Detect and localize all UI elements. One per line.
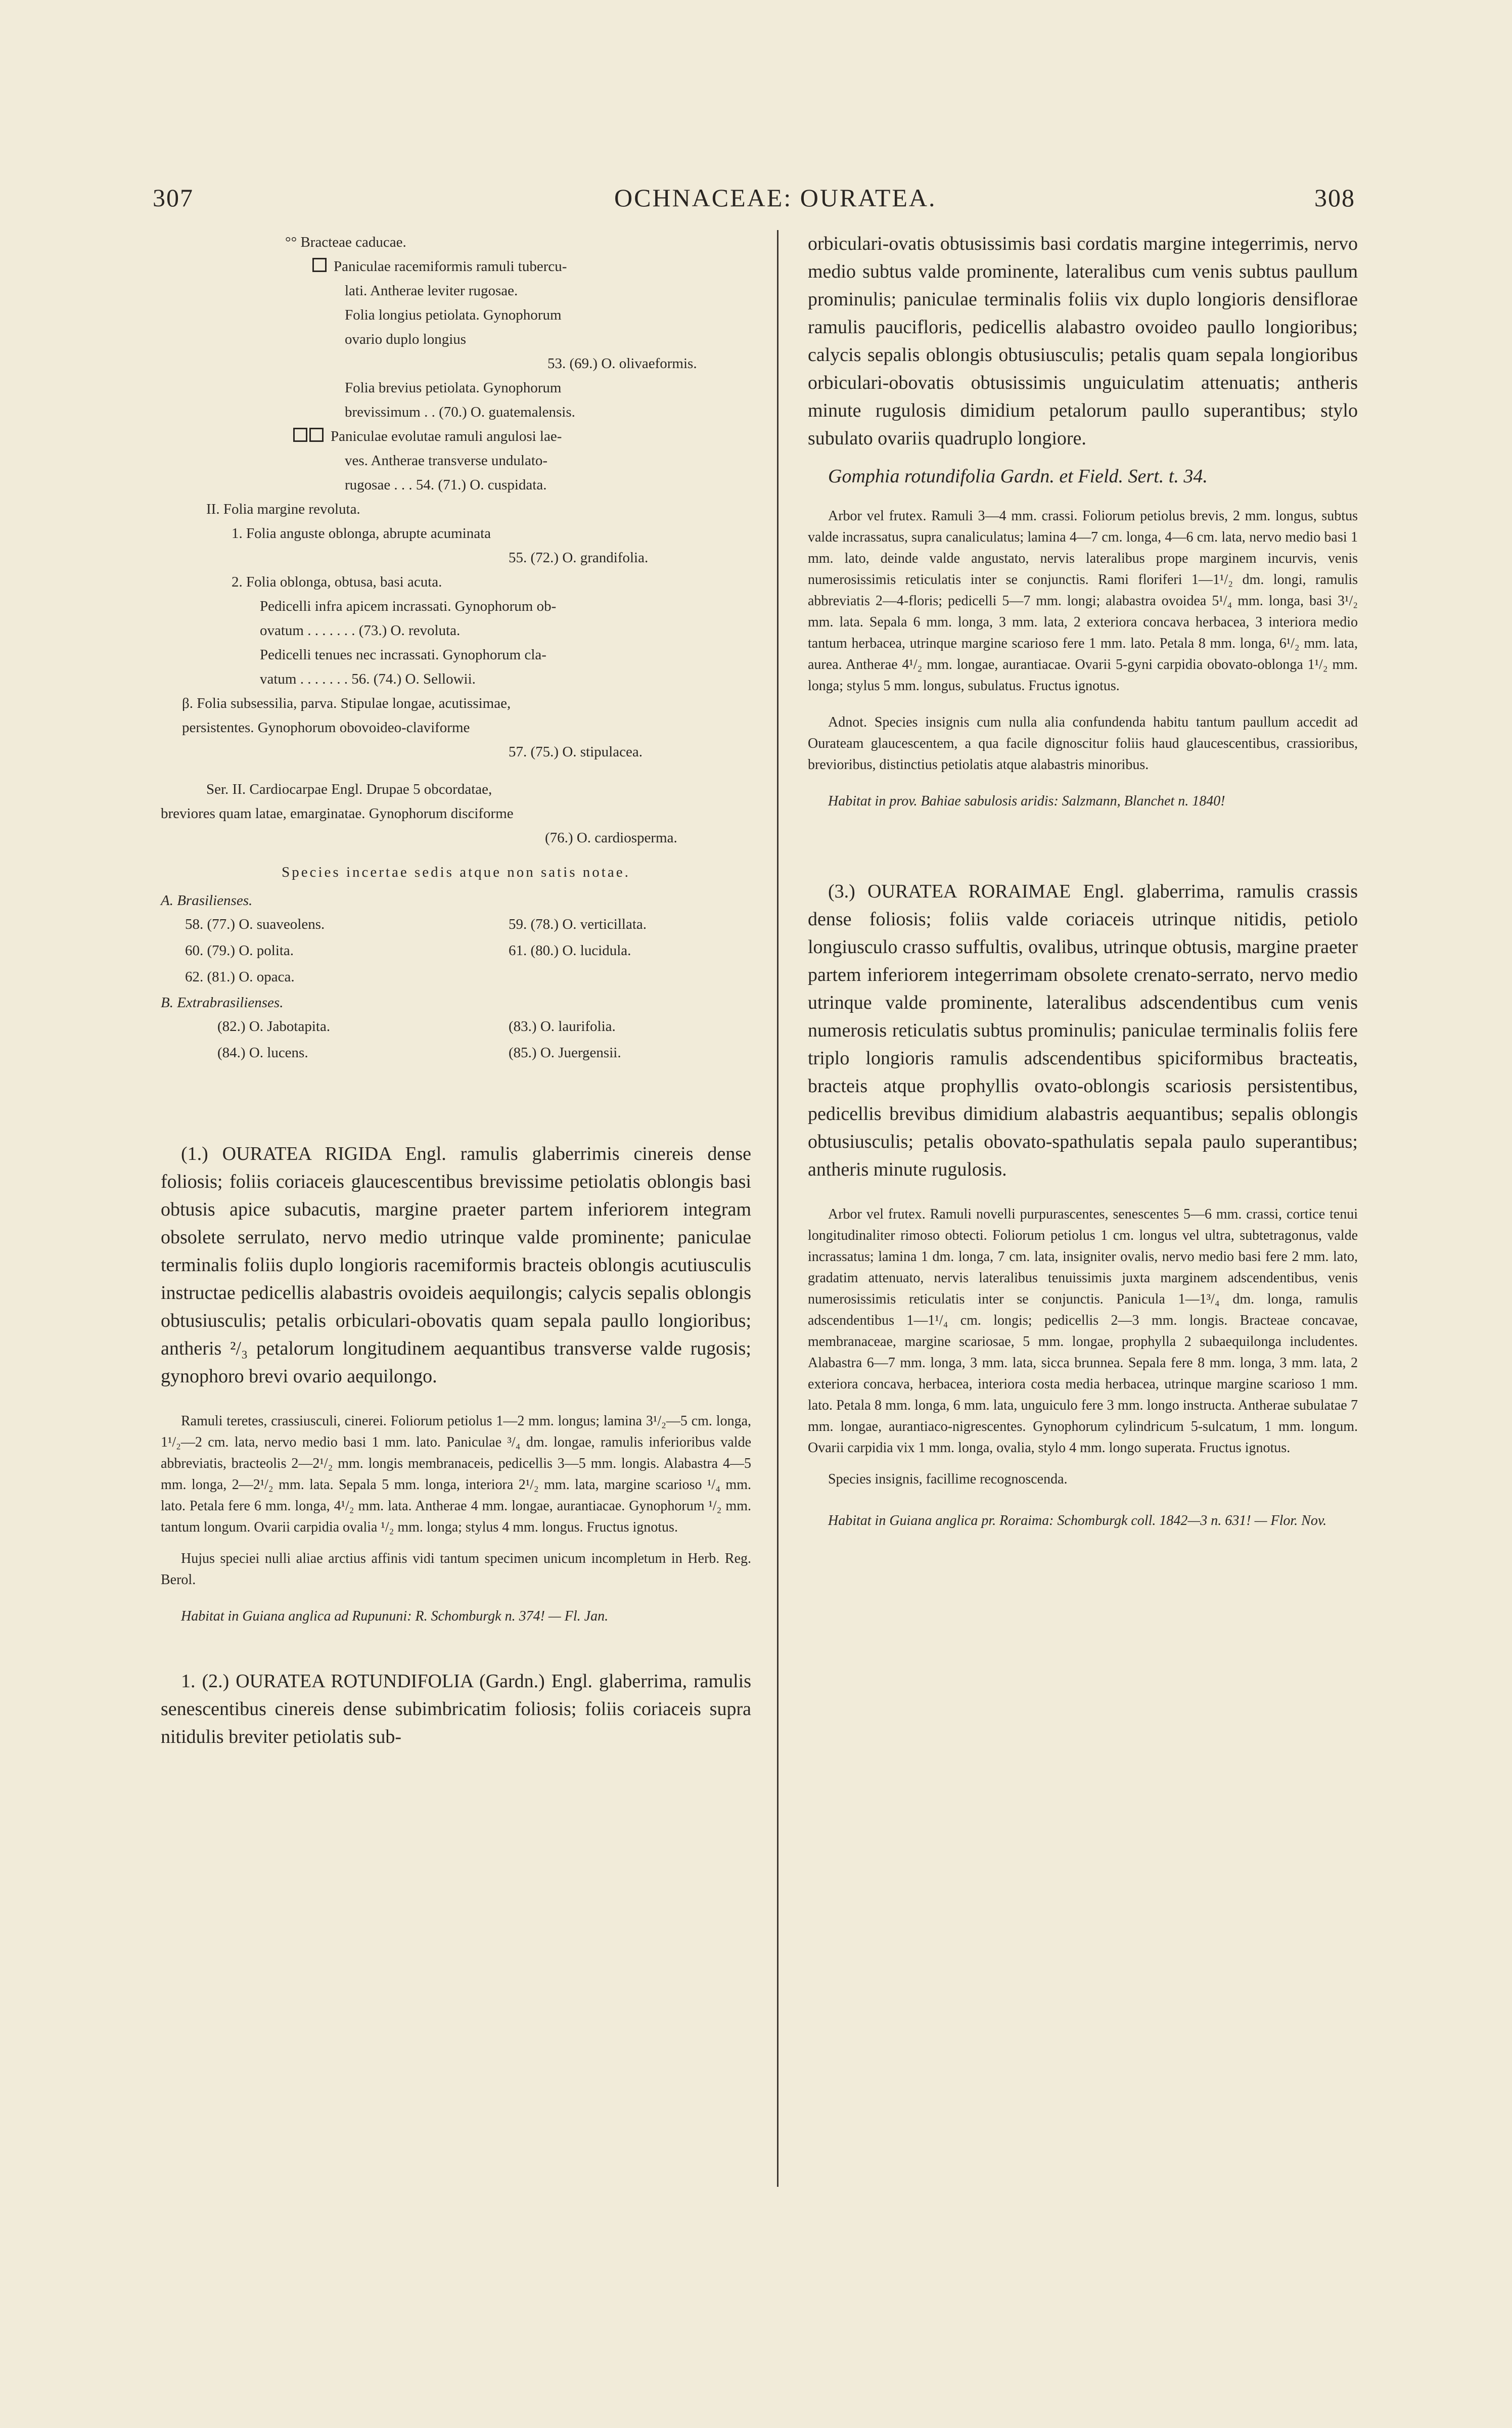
group-a-heading: A. Brasilienses. [161, 892, 253, 909]
key-line: (76.) O. cardiosperma. [545, 830, 677, 846]
right-page-number: 308 [1314, 184, 1355, 212]
species-2-note: Adnot. Species insignis cum nulla alia confundenda habitu tantum paullum accedit ad Ourateam glaucescentem, a qua facile dignoscitur foliis haud glaucescentibus, crassioribus, brevioribus, distinctius petiolatis atque alabastris minoribus. [808, 714, 1358, 773]
key-line: Folia longius petiolata. Gynophorum [345, 307, 562, 323]
column-divider [777, 230, 778, 2187]
key-line: °° Bracteae caducae. [285, 234, 406, 250]
species-1-description: Ramuli teretes, crassiusculi, cinerei. Foliorum petiolus 1—2 mm. longus; lamina 3¹/₂—5 cm. longa, 1¹/₂—2 cm. lata, nervo medio basi 1 mm. lato. Paniculae ³/₄ dm. longae, ramulis inferioribus valde abbreviatis, bracteolis 2—2¹/₂ mm. longis membranaceis, pedicellis 3—5 mm. longis. Alabastra 4—5 mm. longa, 2—2¹/₂ mm. lata. Sepala 5 mm. longa, interiora 2¹/₂ mm. lata, margine scarioso ¹/₄ mm. lato. Petala fere 6 mm. longa, 4¹/₂ mm. lata. Antherae 4 mm. longae, aurantiacae. Gynophorum ¹/₂ mm. tantum longum. Ovarii carpidia ovalia ¹/₂ mm. longa; stylus 4 mm. longus. Fructus ignotus. [161, 1413, 751, 1535]
species-entry: (85.) O. Juergensii. [509, 1045, 621, 1061]
species-3-habitat: Habitat in Guiana anglica pr. Roraima: Schomburgk coll. 1842—3 n. 631! — Flor. Nov. [828, 1513, 1327, 1528]
species-3-diagnosis: (3.) OURATEA RORAIMAE Engl. glaberrima, ramulis crassis dense foliosis; foliis valde coriaceis utrinque nitidis, petiolo longiusculo crasso suffultis, ovalibus, utrinque obtusis, margine praeter partem inferiorem integerrimam obsolete crenato-serrato, nervo medio utrinque valde prominente, lateralibus adscendentibus cum venis numerosis reticulatis subtus prominulis; paniculae terminalis foliis fere triplo longioris ramulis adscendentibus spiciformibus bracteatis, bracteis atque prophyllis ovato-oblongis scariosis persistentibus, pedicellis brevibus dimidium alabastris aequantibus; sepalis oblongis obtusiusculis; petalis obovato-spathulatis sepala paulo superantibus; antheris minute rugulosis. [808, 881, 1358, 1180]
key-line: 55. (72.) O. grandifolia. [509, 550, 649, 566]
key-line: brevissimum . . (70.) O. guatemalensis. [345, 404, 575, 420]
group-b-heading: B. Extrabrasilienses. [161, 995, 284, 1011]
key-line: ves. Antherae transverse undulato- [345, 453, 548, 469]
species-entry: (82.) O. Jabotapita. [217, 1018, 331, 1035]
key-line: Paniculae racemiformis ramuli tubercu- [161, 254, 751, 279]
left-column [161, 230, 751, 1751]
square-marker-icon [312, 258, 327, 272]
species-entry: 61. (80.) O. lucidula. [509, 942, 631, 959]
key-line: Folia brevius petiolata. Gynophorum [345, 380, 562, 396]
key-line: 2. Folia oblonga, obtusa, basi acuta. [232, 574, 442, 590]
species-2-diagnosis-cont: orbiculari-ovatis obtusissimis basi cordatis margine integerrimis, nervo medio subtus valde prominente, lateralibus cum venis subtus paullum prominulis; paniculae terminalis foliis vix duplo longioris densiflorae ramulis paucifloris, pedicellis alabastro ovoideo paullo longioribus; calycis sepalis oblongis obtusiusculis; petalis quam sepala longioribus orbiculari-obovatis obtusissimis unguiculatim attenuatis; antheris minute rugulosis dimidium petalorum paullo superantibus; stylo subulato ovariis quadruplo longiore. [808, 233, 1358, 449]
key-line: ovario duplo longius [345, 331, 467, 347]
species-1-diagnosis: (1.) OURATEA RIGIDA Engl. ramulis glaberrimis cinereis dense foliosis; foliis coriaceis glaucescentibus brevissime petiolatis oblongis basi obtusis apice subacutis, margine praeter partem inferiorem integram obsolete serrulato, nervo medio utrinque valde prominente; paniculae terminalis foliis duplo longioris racemiformis bracteis oblongis acutiusculis instructae pedicellis alabastris ovoideis aequilongis; calycis sepalis oblongis obtusiusculis; petalis orbiculari-obovatis quam sepala paullo longioribus; antheris ²/₃ petalorum longitudinem aequantibus transverse valde rugosis; gynophoro brevi ovario aequilongo. [161, 1143, 751, 1387]
square-marker-icon [293, 428, 307, 442]
key-line: Pedicelli infra apicem incrassati. Gynophorum ob- [260, 598, 557, 614]
square-marker-icon [309, 428, 324, 442]
identification-key [161, 230, 751, 850]
species-entry: (83.) O. laurifolia. [509, 1018, 616, 1035]
group-a-list [161, 913, 751, 988]
incertae-heading: Species incertae sedis atque non satis notae. [282, 864, 630, 880]
species-1-note: Hujus speciei nulli aliae arctius affinis vidi tantum specimen unicum incompletum in Herb. Reg. Berol. [161, 1551, 751, 1588]
right-column [808, 230, 1358, 1532]
species-2-habitat: Habitat in prov. Bahiae sabulosis aridis: Salzmann, Blanchet n. 1840! [828, 793, 1225, 809]
key-line: Ser. II. Cardiocarpae Engl. Drupae 5 obcordatae, [206, 781, 492, 797]
left-page-number: 307 [153, 184, 194, 212]
species-3-description: Arbor vel frutex. Ramuli novelli purpurascentes, senescentes 5—6 mm. crassi, cortice tenui longitudinaliter rimoso obtecti. Foliorum petiolus 1 cm. longus vel ultra, subtetragonus, valde incrassatus; lamina 1 dm. longa, 7 cm. lata, insigniter ovalis, nervo medio basi fere 2 mm. lato, gradatim attenuato, nervis lateralibus tenuissimis juxta marginem adscendentibus, venis numerosissimis reticulatis inter se conjunctis. Panicula 1—1³/₄ dm. longa, ramulis adscendentibus 1—1¹/₄ cm. longis; pedicellis 2—3 mm. longis. Bracteae concavae, membranaceae, margine scariosae, 5 mm. longae, prophylla 2 subaequilonga includentes. Alabastra 6—7 mm. longa, 3 mm. lata, sicca brunnea. Sepala fere 8 mm. longa, 3 mm. lata, 2 exteriora concava, herbacea, interiora costa media herbacea, utrinque margine scarioso 1 mm. lato. Petala 8 mm. longa, 6 mm. lata, unguiculo fere 3 mm. longo instructa. Antherae subulatae 7 mm. longae, aurantiaco-nigrescentes. Gynophorum cylindricum 5-sulcatum, 1 mm. longum. Ovarii carpidia vix 1 mm. longa, ovalia, stylo 4 mm. longo superata. Fructus ignotus. [808, 1206, 1358, 1456]
key-line: ovatum . . . . . . . (73.) O. revoluta. [260, 622, 461, 639]
species-entry: 62. (81.) O. opaca. [185, 969, 295, 985]
key-line: Pedicelli tenues nec incrassati. Gynophorum cla- [260, 647, 546, 663]
key-line: vatum . . . . . . . 56. (74.) O. Sellowii. [260, 671, 476, 687]
species-1-habitat: Habitat in Guiana anglica ad Rupununi: R. Schomburgk n. 374! — Fl. Jan. [181, 1608, 609, 1624]
key-line: 1. Folia anguste oblonga, abrupte acuminata [232, 525, 491, 542]
species-2-description: Arbor vel frutex. Ramuli 3—4 mm. crassi. Foliorum petiolus brevis, 2 mm. longus, subtus valde incrassatus, supra canaliculatus; lamina 4—7 cm. longa, 4—6 cm. lata, nervo medio basi 1 mm. lato, deinde valde angustato, nervis lateralibus prope marginem incurvis, venis numerosissimis reticulatis inter se conjunctis. Rami floriferi 1—1¹/₂ dm. longi, ramulis abbreviatis 2—4-floris; pedicelli 5—7 mm. longi; alabastra ovoidea 5¹/₄ mm. longa, basi 3¹/₂ mm. lata. Sepala 6 mm. longa, 3 mm. lata, 2 exteriora concava herbacea, 3 interiora medio tantum herbacea, utrinque margine scarioso fere 1 mm. lato. Petala 8 mm. longa, 6¹/₂ mm. lata, aurea. Antherae 4¹/₂ mm. longae, aurantiacae. Ovarii 5-gyni carpidia obovato-oblonga 1¹/₂ mm. longa; stylus 5 mm. longus, subulatus. Fructus ignotus. [808, 508, 1358, 694]
key-line: breviores quam latae, emarginatae. Gynophorum disciforme [161, 805, 514, 822]
species-2-synonym: Gomphia rotundifolia Gardn. et Field. Sert. t. 34. [828, 466, 1208, 487]
key-line: Paniculae evolutae ramuli angulosi lae- [161, 424, 751, 448]
species-entry [509, 965, 761, 988]
species-entry: 59. (78.) O. verticillata. [509, 916, 647, 932]
group-b-list [161, 1015, 751, 1064]
key-line: β. Folia subsessilia, parva. Stipulae longae, acutissimae, [182, 695, 511, 711]
species-entry: 58. (77.) O. suaveolens. [185, 916, 325, 932]
key-line: lati. Antherae leviter rugosae. [345, 283, 518, 299]
species-entry: (84.) O. lucens. [217, 1045, 308, 1061]
key-line: II. Folia margine revoluta. [206, 501, 360, 517]
species-3-note: Species insignis, facillime recognoscenda. [828, 1471, 1068, 1487]
running-title: OCHNACEAE: OURATEA. [614, 184, 937, 212]
key-line: persistentes. Gynophorum obovoideo-claviforme [182, 720, 470, 736]
species-2-diagnosis-start: 1. (2.) OURATEA ROTUNDIFOLIA (Gardn.) Engl. glaberrima, ramulis senescentibus cinereis dense subimbricatim foliosis; foliis coriaceis supra nitidulis breviter petiolatis sub- [161, 1671, 751, 1747]
key-line: rugosae . . . 54. (71.) O. cuspidata. [345, 477, 547, 493]
key-line: 57. (75.) O. stipulacea. [509, 744, 643, 760]
key-line: 53. (69.) O. olivaeformis. [547, 355, 697, 372]
species-entry: 60. (79.) O. polita. [185, 942, 294, 959]
